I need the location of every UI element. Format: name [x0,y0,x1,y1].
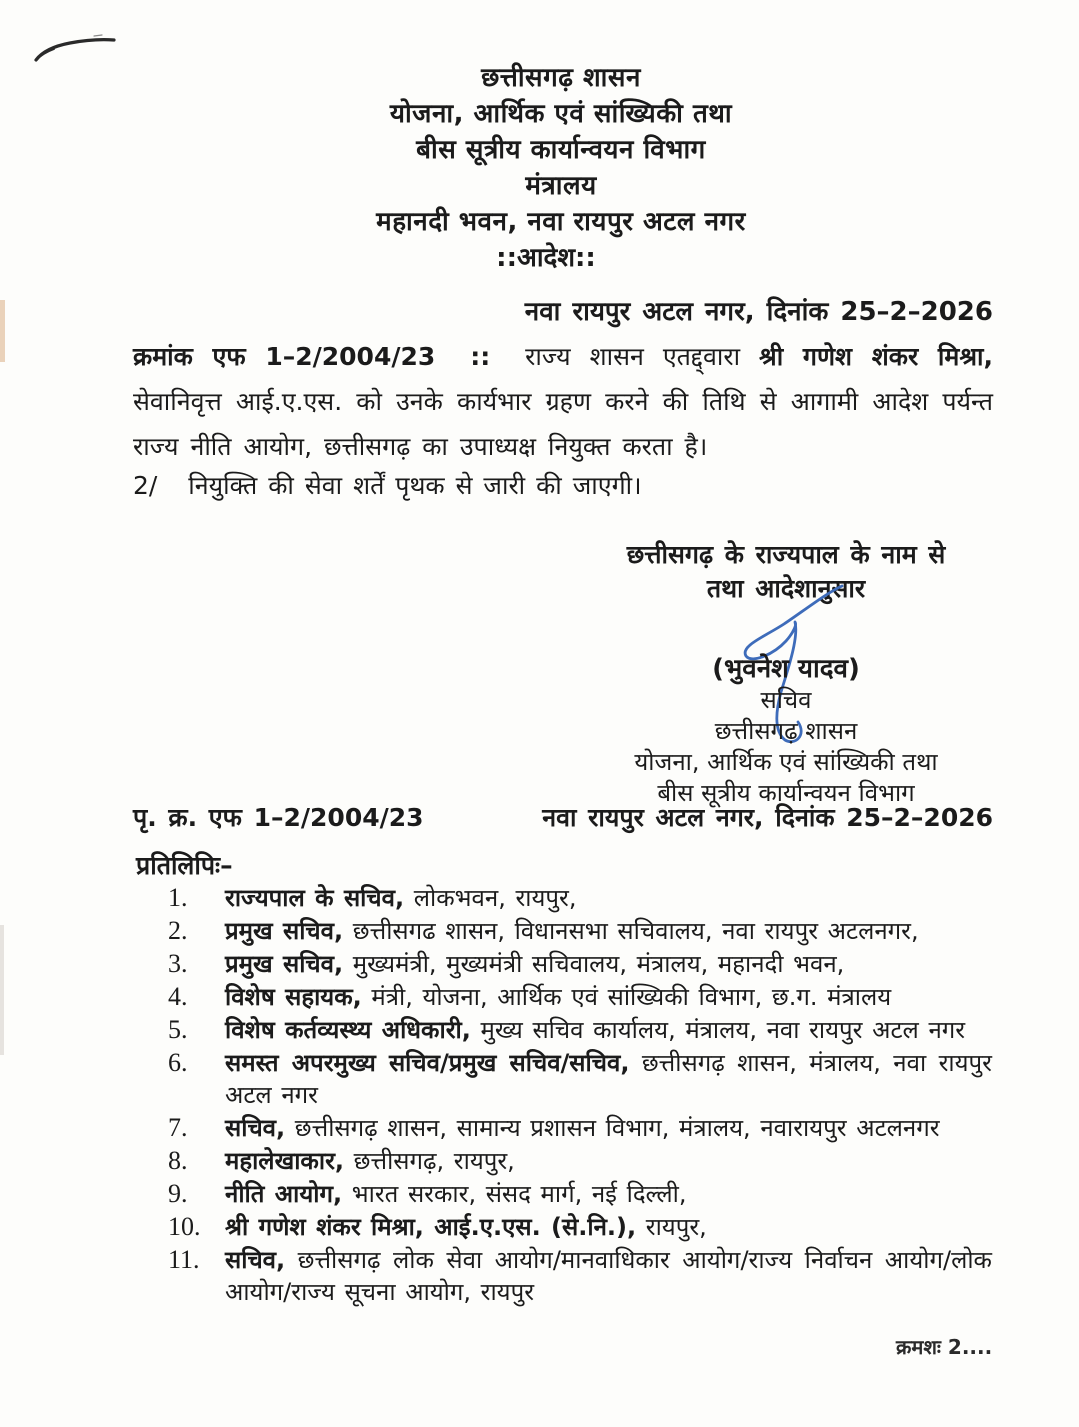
clause-number: 2/ [133,471,158,500]
list-item [168,1014,992,1046]
list-item [168,948,992,980]
item-designation: सचिव, [225,1114,286,1142]
item-number: 2. [168,916,188,945]
reference-separator: :: [470,342,491,371]
list-item [168,1047,992,1111]
item-address: रायपुर, [645,1213,707,1241]
letterhead-line: योजना, आर्थिक एवं सांख्यिकी तथा [389,99,733,129]
item-address: छत्तीसगढ़ लोक सेवा आयोग/मानवाधिकार आयोग/राज्य निर्वाचन आयोग/लोक आयोग/राज्य सूचना आयोग, रायपुर [225,1246,992,1306]
item-number: 6. [168,1048,188,1077]
item-address: मुख्य सचिव कार्यालय, मंत्रालय, नवा रायपुर अटल नगर [480,1016,966,1044]
list-item [168,1244,992,1308]
letterhead-line: महानदी भवन, नवा रायपुर अटल नगर [376,207,746,237]
signatory-org-line: योजना, आर्थिक एवं सांख्यिकी तथा [634,748,938,776]
edge-smudge [0,300,5,362]
endorsement-dateline: नवा रायपुर अटल नगर, दिनांक 25–2–2026 [542,803,993,832]
item-address: मुख्यमंत्री, मुख्यमंत्री सचिवालय, मंत्रालय, महानदी भवन, [352,950,845,978]
appointee-name: श्री गणेश शंकर मिश्रा, [759,342,993,371]
clause-2 [133,468,993,502]
copies-label: प्रतिलिपिः– [136,851,233,880]
item-number: 9. [168,1179,188,1208]
signatory-designation: सचिव [760,686,812,714]
issue-dateline: नवा रायपुर अटल नगर, दिनांक 25–2–2026 [524,297,993,327]
item-number: 7. [168,1113,188,1142]
list-item [168,1211,992,1243]
letterhead-line: छत्तीसगढ़ शासन [481,63,641,93]
body-text: राज्य शासन एतद्द्वारा [525,342,741,371]
order-body-paragraph [133,334,993,469]
item-designation: प्रमुख सचिव, [225,917,344,945]
item-designation: विशेष सहायक, [225,983,362,1011]
signatory-org-line: छत्तीसगढ़ शासन [714,717,858,745]
item-designation: राज्यपाल के सचिव, [225,884,405,912]
item-address: भारत सरकार, संसद मार्ग, नई दिल्ली, [351,1180,687,1208]
item-designation: प्रमुख सचिव, [225,950,344,978]
list-item [168,981,992,1013]
continuation-note: क्रमशः 2.... [896,1335,993,1359]
item-number: 5. [168,1015,188,1044]
item-address: लोकभवन, रायपुर, [413,884,577,912]
item-designation: श्री गणेश शंकर मिश्रा, आई.ए.एस. (से.नि.), [225,1213,637,1241]
item-designation: विशेष कर्तव्यस्थ्य अधिकारी, [225,1016,471,1044]
order-reference-number: क्रमांक एफ 1–2/2004/23 [133,342,436,371]
list-item [168,882,992,914]
body-text: सेवानिवृत्त आई.ए.एस. को उनके कार्यभार ग्रहण करने की तिथि से आगामी आदेश पर्यन्त राज्य नीति आयोग, छत्तीसगढ़ का उपाध्यक्ष नियुक्त करता है। [133,387,993,461]
item-number: 1. [168,883,188,912]
item-designation: नीति आयोग, [225,1180,343,1208]
item-number: 3. [168,949,188,978]
order-heading: ::आदेश:: [496,243,596,273]
signatory-org-line: बीस सूत्रीय कार्यान्वयन विभाग [657,779,915,807]
item-address: मंत्री, योजना, आर्थिक एवं सांख्यिकी विभाग, छ.ग. मंत्रालय [371,983,892,1011]
item-designation: महालेखाकार, [225,1147,345,1175]
item-number: 8. [168,1146,188,1175]
endorsement-row [133,800,993,834]
list-item [168,915,992,947]
list-item [168,1178,992,1210]
signatory-block [600,654,972,809]
list-item [168,1145,992,1177]
edge-smudge [0,925,4,1055]
letterhead-line: बीस सूत्रीय कार्यान्वयन विभाग [416,135,706,165]
signatory-name: (भुवनेश यादव) [712,654,860,684]
copy-list [168,882,992,1309]
item-designation: समस्त अपरमुख्य सचिव/प्रमुख सचिव/सचिव, [225,1049,630,1077]
letterhead [80,60,1042,240]
authority-line-2: तथा आदेशानुसार [706,574,866,603]
authority-line-1: छत्तीसगढ़ के राज्यपाल के नाम से [626,540,946,569]
clause-text: नियुक्ति की सेवा शर्तें पृथक से जारी की जाएगी। [188,471,642,500]
item-address: छत्तीसगढ़ शासन, मंत्रालय, नवा रायपुर अटल नगर [225,1049,992,1109]
item-address: छत्तीसगढ़ शासन, सामान्य प्रशासन विभाग, मंत्रालय, नवारायपुर अटलनगर [294,1114,940,1142]
item-address: छत्तीसगढ शासन, विधानसभा सचिवालय, नवा रायपुर अटलनगर, [352,917,919,945]
endorsement-reference: पृ. क्र. एफ 1–2/2004/23 [133,803,424,832]
list-item [168,1112,992,1144]
item-number: 11. [168,1245,200,1274]
item-address: छत्तीसगढ़, रायपुर, [353,1147,515,1175]
item-number: 4. [168,982,188,1011]
letterhead-line: मंत्रालय [525,171,597,201]
item-number: 10. [168,1212,201,1241]
item-designation: सचिव, [225,1246,286,1274]
